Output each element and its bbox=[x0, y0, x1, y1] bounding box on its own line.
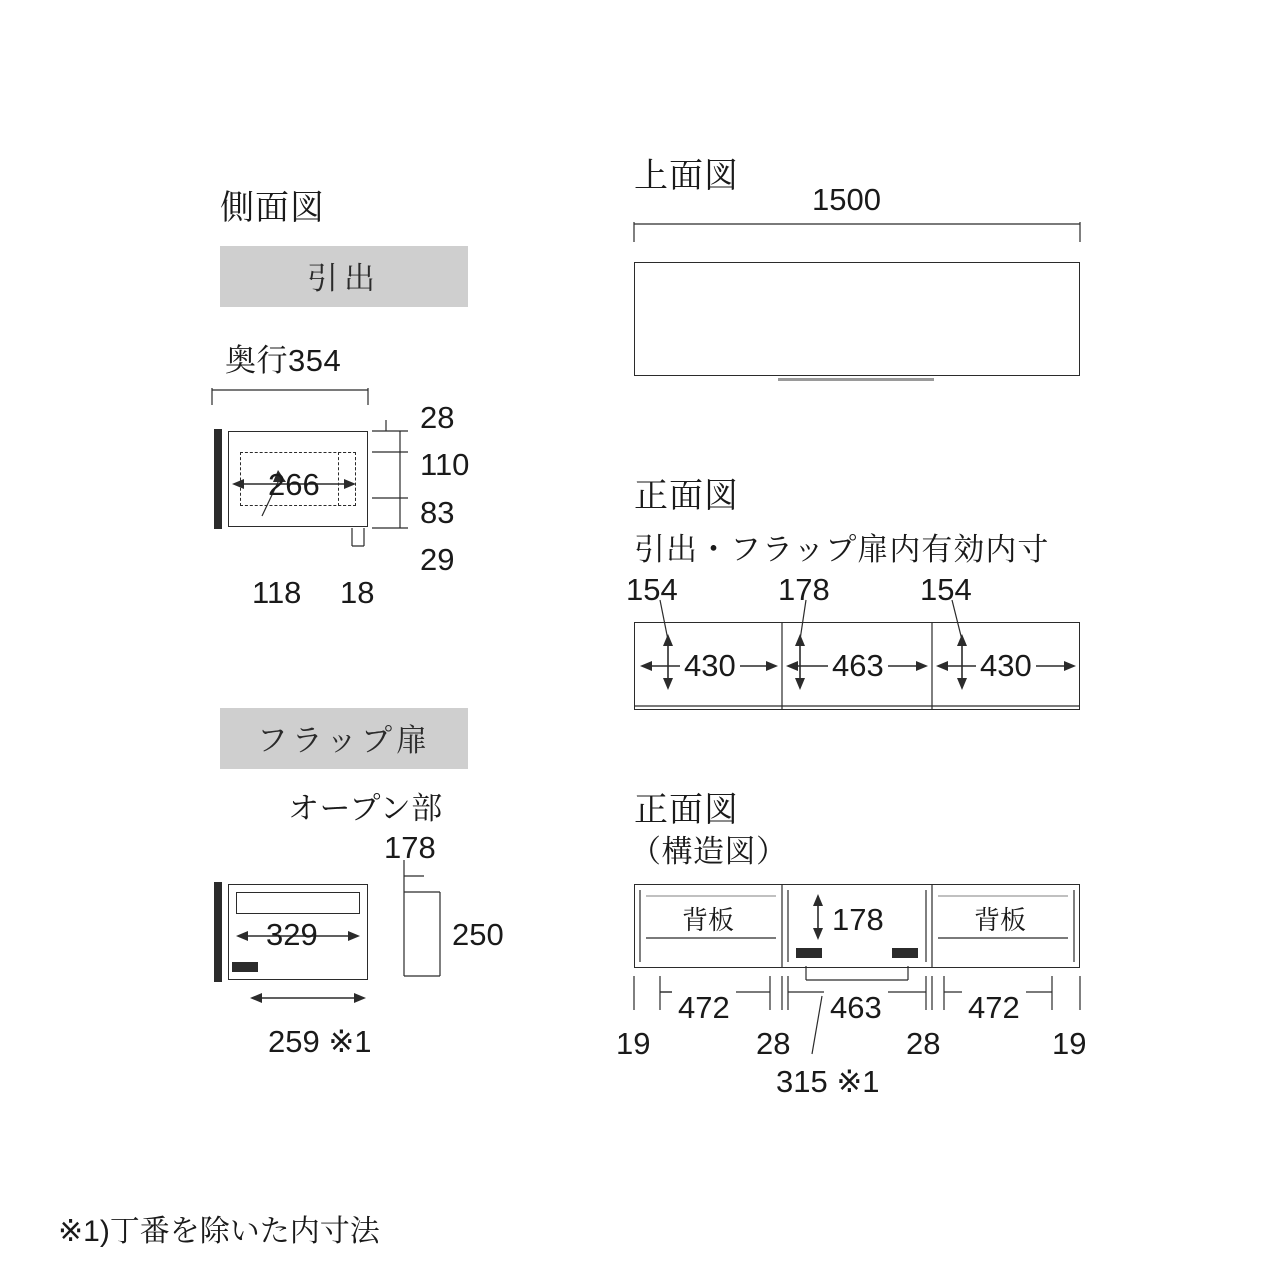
front-view-inner-430-right: 430 bbox=[976, 648, 1036, 684]
front-structure-dim-28-left: 28 bbox=[756, 1026, 791, 1061]
side-view-dim-29: 29 bbox=[420, 542, 455, 577]
front-structure-dim-472-left: 472 bbox=[672, 990, 736, 1026]
side-view-dim-18: 18 bbox=[340, 575, 375, 610]
top-view-title: 上面図 bbox=[634, 157, 739, 195]
flap-top-dim-178: 178 bbox=[384, 830, 436, 865]
flap-inner-width-329: 329 bbox=[266, 917, 318, 952]
front-view-dim-178: 178 bbox=[778, 572, 830, 607]
flap-bottom-259: 259 ※1 bbox=[268, 1024, 372, 1059]
side-view-dim-28: 28 bbox=[420, 400, 455, 435]
front-view-title: 正面図 bbox=[634, 477, 739, 515]
side-view-depth-label: 奥行354 bbox=[225, 343, 342, 378]
front-structure-panel-right: 背板 bbox=[968, 900, 1032, 937]
open-part-label: オープン部 bbox=[288, 791, 443, 826]
front-view-dim-154-right: 154 bbox=[920, 572, 972, 607]
side-view-drawer-tag: 引出 bbox=[220, 246, 468, 307]
side-view-dim-110: 110 bbox=[420, 447, 470, 482]
side-view-inner-width: 266 bbox=[268, 467, 320, 502]
front-view-inner-463: 463 bbox=[828, 648, 888, 684]
front-structure-dim-28-right: 28 bbox=[906, 1026, 941, 1061]
front-view-subtitle: 引出・フラップ扉内有効内寸 bbox=[634, 532, 1050, 567]
side-view-dim-118: 118 bbox=[252, 575, 302, 610]
side-view-flap-tag: フラップ扉 bbox=[220, 708, 468, 769]
front-view-inner-430-left: 430 bbox=[680, 648, 740, 684]
front-structure-dim-19-right: 19 bbox=[1052, 1026, 1087, 1061]
side-view-dim-83: 83 bbox=[420, 495, 455, 530]
front-view-dim-154-left: 154 bbox=[626, 572, 678, 607]
side-view-title: 側面図 bbox=[220, 189, 325, 227]
front-structure-title: 正面図 bbox=[634, 791, 739, 829]
front-structure-center-178: 178 bbox=[832, 902, 884, 937]
front-structure-subtitle: （構造図） bbox=[630, 834, 788, 869]
front-structure-dim-19-left: 19 bbox=[616, 1026, 651, 1061]
top-view-width-1500: 1500 bbox=[812, 182, 881, 217]
front-structure-dim-472-right: 472 bbox=[962, 990, 1026, 1026]
front-structure-panel-left: 背板 bbox=[676, 900, 740, 937]
front-structure-note-315: 315 ※1 bbox=[776, 1064, 880, 1099]
front-structure-dim-463: 463 bbox=[824, 990, 888, 1026]
flap-height-250: 250 bbox=[452, 917, 504, 952]
footnote: ※1)丁番を除いた内寸法 bbox=[58, 1215, 380, 1248]
